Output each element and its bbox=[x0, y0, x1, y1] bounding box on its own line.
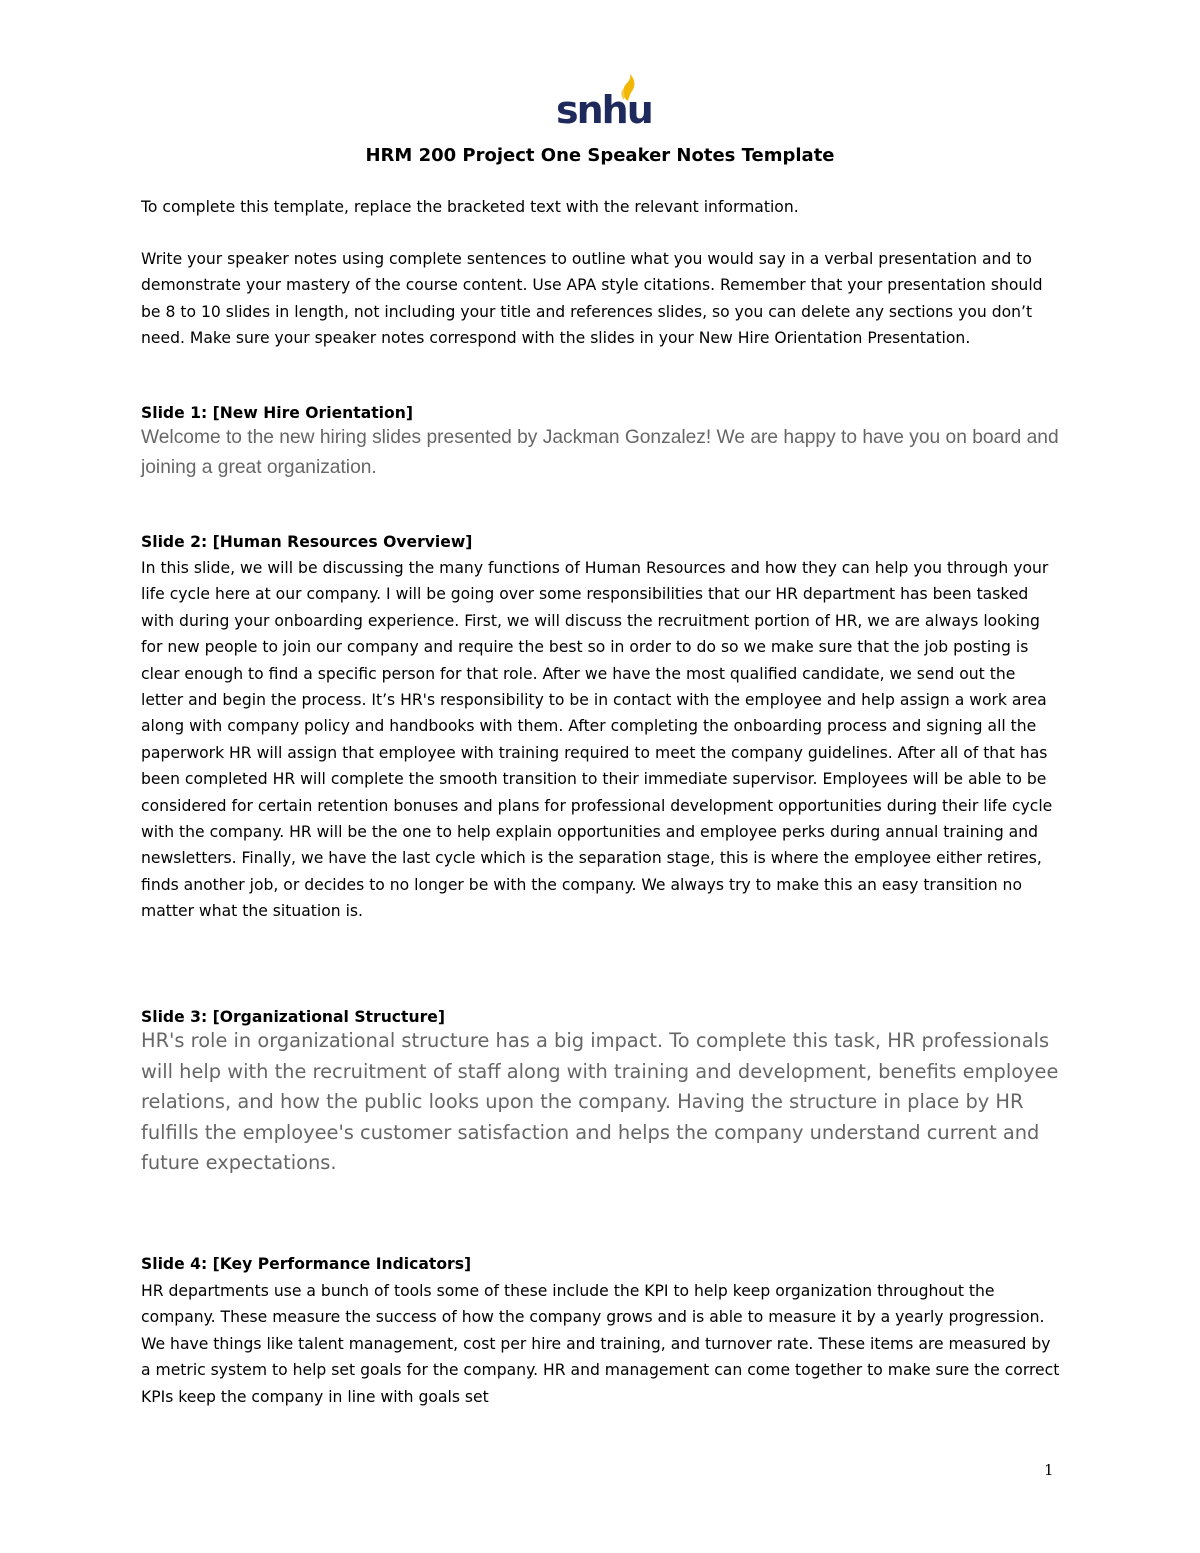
logo-wordmark: snhu bbox=[556, 88, 652, 132]
slide-1-heading: Slide 1: [New Hire Orientation] bbox=[141, 404, 413, 422]
page-number: 1 bbox=[1044, 1461, 1054, 1479]
snhu-logo bbox=[556, 74, 652, 134]
slide-2-heading: Slide 2: [Human Resources Overview] bbox=[141, 533, 473, 551]
slide-2-notes: In this slide, we will be discussing the many functions of Human Resources and how they can help you through your life cycle here at our company. I will be going over some responsibilities that our HR department has been tasked with during your onboarding experience. First, we will discuss the recruitment portion of HR, we are always looking for new people to join our company and require the best so in order to do so we make sure that the job posting is clear enough to find a specific person for that role. After we have the most qualified candidate, we send out the letter and begin the process. It’s HR's responsibility to be in contact with the employee and help assign a work area along with company policy and handbooks with them. After completing the onboarding process and signing all the paperwork HR will assign that employee with training required to meet the company guidelines. After all of that has been completed HR will complete the smooth transition to their immediate supervisor. Employees will be able to be considered for certain retention bonuses and plans for professional development opportunities during their life cycle with the company. HR will be the one to help explain opportunities and employee perks during annual training and newsletters. Finally, we have the last cycle which is the separation stage, this is where the employee either retires, finds another job, or decides to no longer be with the company. We always try to make this an easy transition no matter what the situation is. bbox=[141, 559, 1053, 921]
instructions-intro: To complete this template, replace the bracketed text with the relevant information. bbox=[141, 198, 799, 216]
slide-4-heading: Slide 4: [Key Performance Indicators] bbox=[141, 1255, 472, 1273]
slide-4-notes: HR departments use a bunch of tools some of these include the KPI to help keep organization throughout the company. These measure the success of how the company grows and is able to measure it by a yearly progression. We have things like talent management, cost per hire and training, and turnover rate. These items are measured by a metric system to help set goals for the company. HR and management can come together to make sure the correct KPIs keep the company in line with goals set bbox=[141, 1282, 1060, 1406]
slide-3-heading: Slide 3: [Organizational Structure] bbox=[141, 1008, 445, 1026]
slide-3-notes: HR's role in organizational structure has a big impact. To complete this task, HR professionals will help with the recruitment of staff along with training and development, benefits employee relations, and how the public looks upon the company. Having the structure in place by HR fulfills the employee's customer satisfaction and helps the company understand current and future expectations. bbox=[141, 1029, 1059, 1174]
document-title: HRM 200 Project One Speaker Notes Template bbox=[365, 145, 835, 166]
instructions-details: Write your speaker notes using complete sentences to outline what you would say in a verbal presentation and to demonstrate your mastery of the course content. Use APA style citations. Remember that your presentation should be 8 to 10 slides in length, not including your title and references slides, so you can delete any sections you don’t need. Make sure your speaker notes correspond with the slides in your New Hire Orientation Presentation. bbox=[141, 250, 1043, 348]
slide-1-notes: Welcome to the new hiring slides presented by Jackman Gonzalez! We are happy to have you on board and joining a great organization. bbox=[141, 427, 1059, 478]
